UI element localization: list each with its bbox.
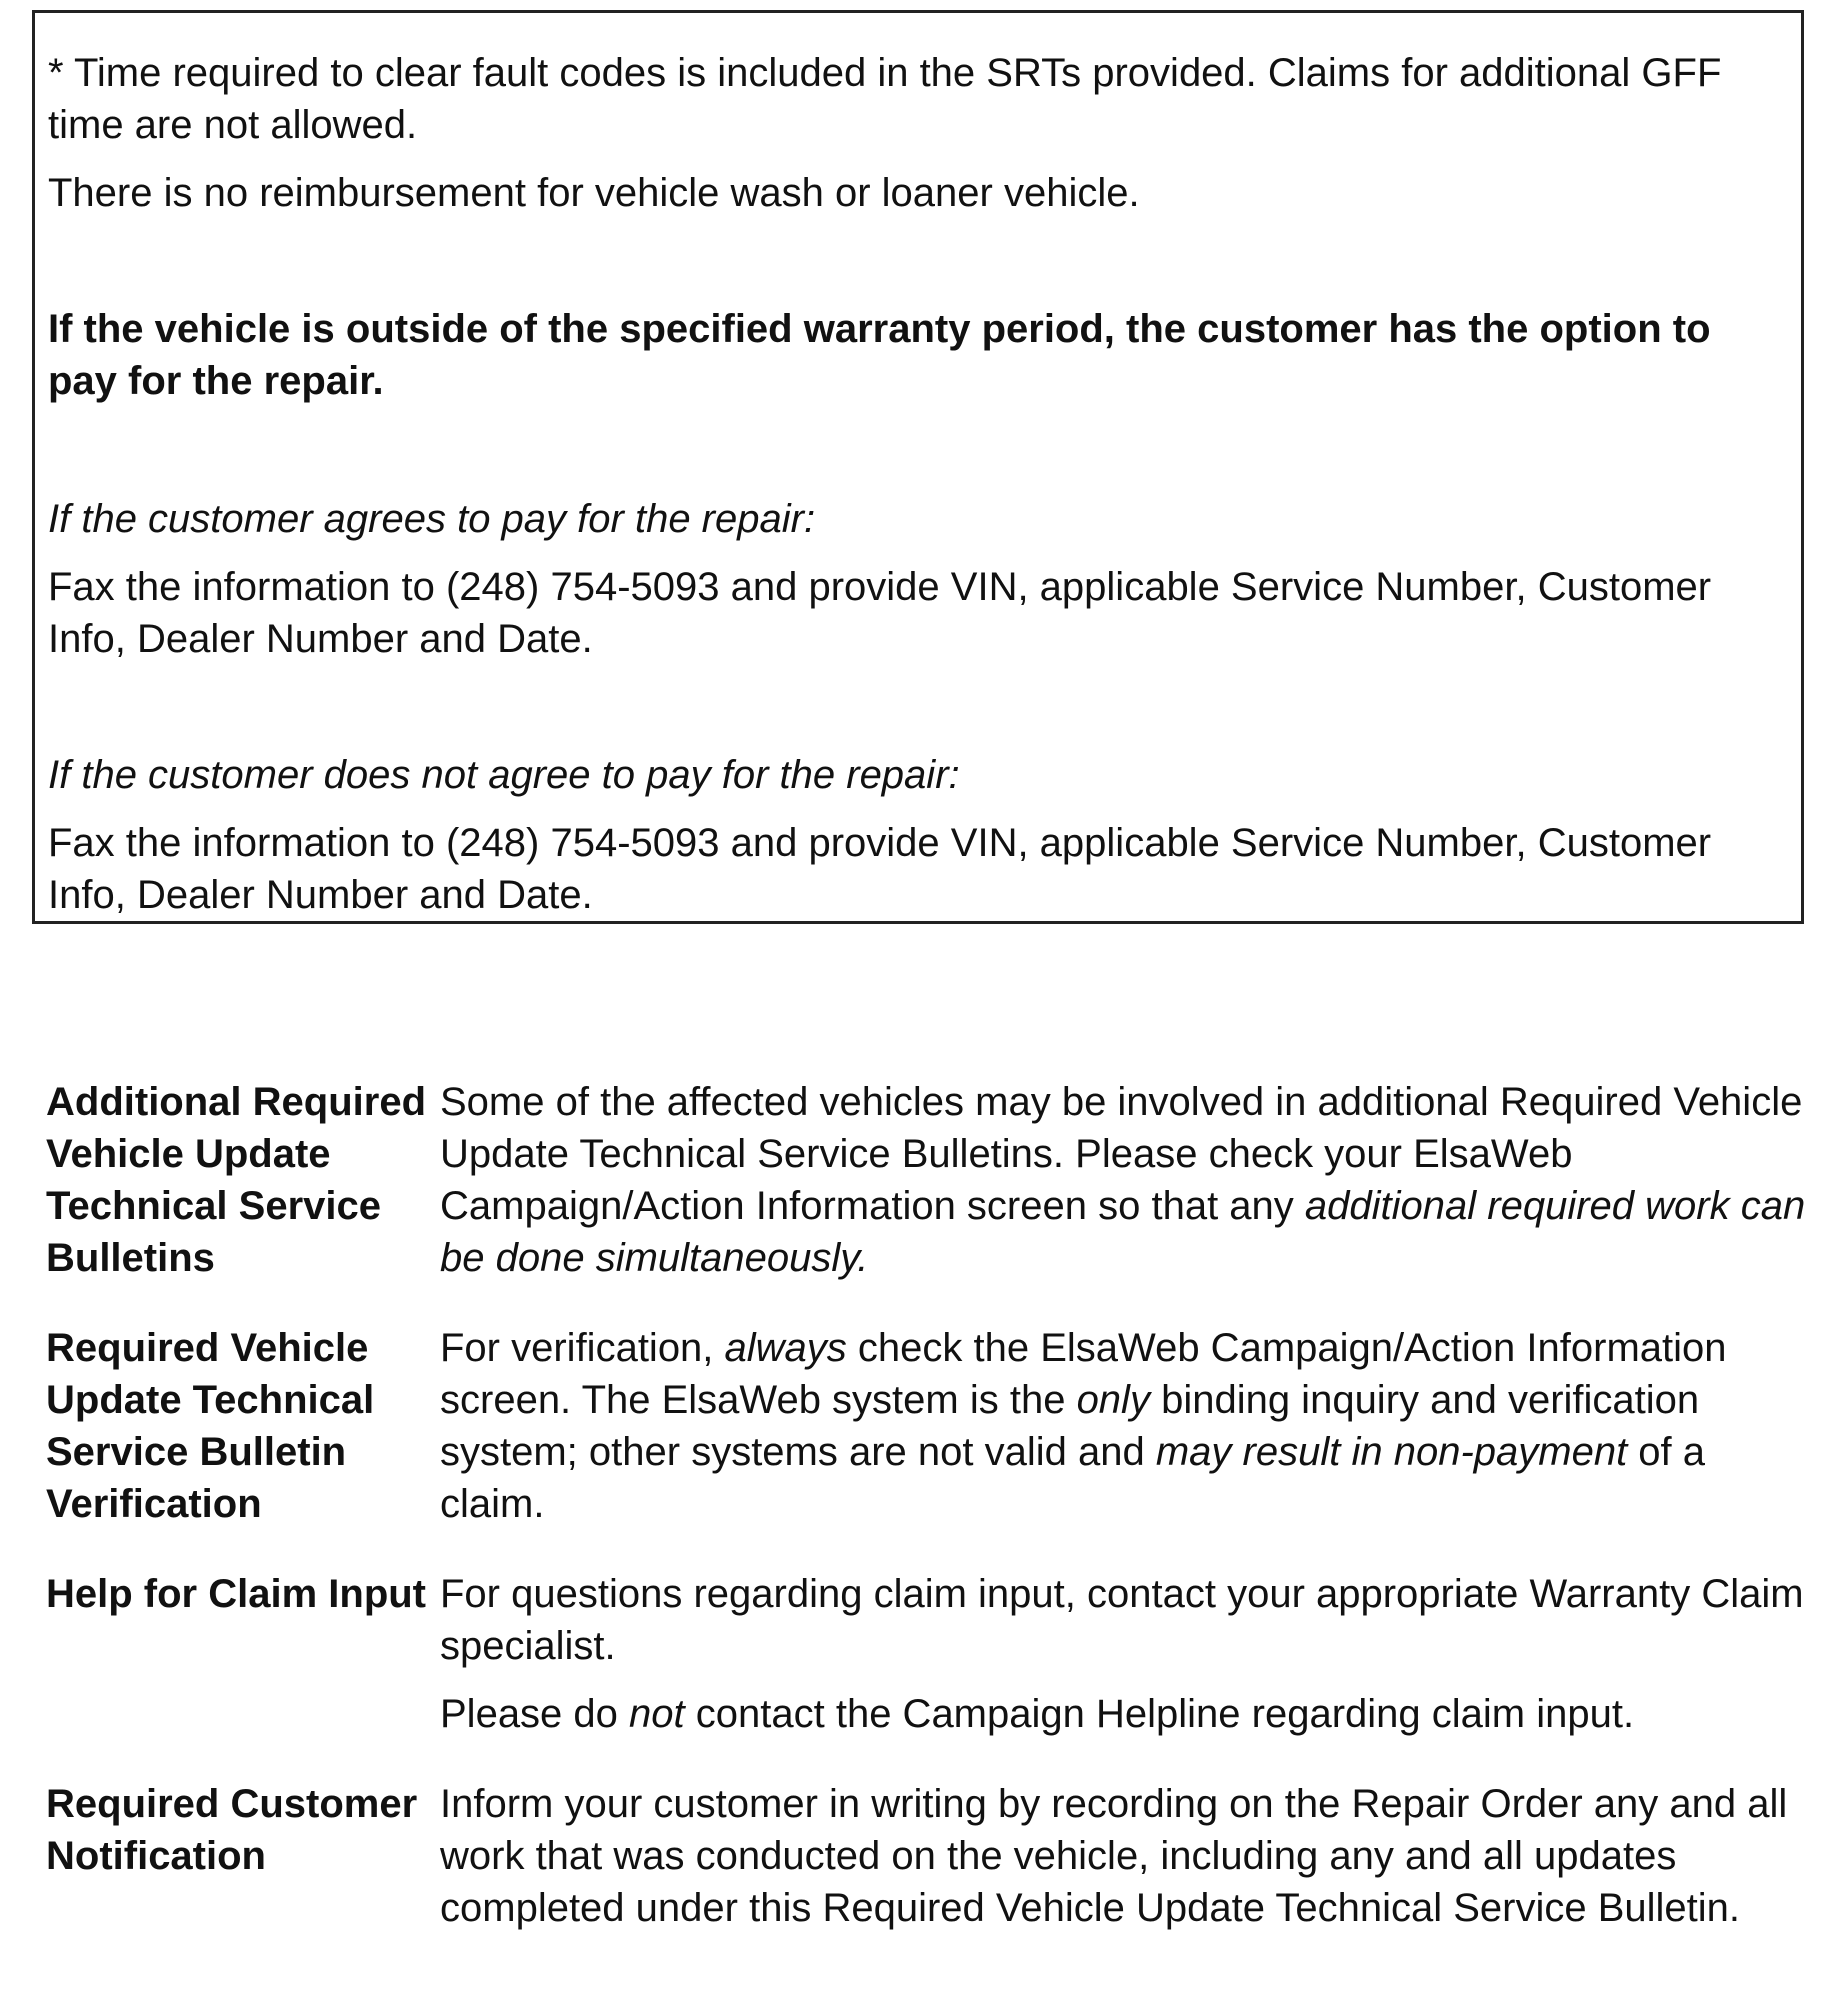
agrees-heading: If the customer agrees to pay for the repair: — [48, 497, 816, 541]
section-text: Some of the affected vehicles may be involved in additional Required Vehicle Update Technical Service Bulletins. Please check your ElsaWeb Campaign/Action Information screen so that any additional required work can be done simultaneously. — [440, 1080, 1806, 1280]
section-label: Help for Claim Input — [46, 1572, 426, 1616]
notice-box — [32, 10, 1804, 924]
section-label: Additional Required Vehicle Update Technical Service Bulletins — [46, 1080, 426, 1280]
section-label: Required Vehicle Update Technical Service Bulletin Verification — [46, 1326, 375, 1526]
section-body — [440, 1322, 1806, 1530]
section-text: For questions regarding claim input, contact your appropriate Warranty Claim specialist. — [440, 1572, 1804, 1668]
wash-note: There is no reimbursement for vehicle wash or loaner vehicle. — [48, 171, 1140, 215]
agrees-text: Fax the information to (248) 754-5093 and provide VIN, applicable Service Number, Customer Info, Dealer Number and Date. — [48, 565, 1712, 661]
section-text: Please do not contact the Campaign Helpline regarding claim input. — [440, 1692, 1635, 1736]
section-label: Required Customer Notification — [46, 1782, 418, 1878]
section-additional-bulletins — [46, 1076, 1806, 1284]
bulletin-sections — [46, 1076, 1806, 1934]
section-verification — [46, 1322, 1806, 1530]
section-body — [440, 1778, 1806, 1934]
not-agree-text: Fax the information to (248) 754-5093 and provide VIN, applicable Service Number, Customer Info, Dealer Number and Date. — [48, 821, 1712, 917]
section-customer-notification — [46, 1778, 1806, 1934]
section-text: For verification, always check the ElsaWeb Campaign/Action Information screen. The ElsaWeb system is the only binding inquiry and verification system; other systems are not valid and may result in non-payment of a claim. — [440, 1326, 1727, 1526]
srt-note: * Time required to clear fault codes is included in the SRTs provided. Claims for additional GFF time are not allowed. — [48, 51, 1722, 147]
not-agree-heading: If the customer does not agree to pay for the repair: — [48, 753, 960, 797]
section-claim-help — [46, 1568, 1806, 1740]
warranty-option: If the vehicle is outside of the specified warranty period, the customer has the option to pay for the repair. — [48, 307, 1711, 403]
section-body — [440, 1568, 1806, 1740]
section-body — [440, 1076, 1806, 1284]
section-text: Inform your customer in writing by recording on the Repair Order any and all work that was conducted on the vehicle, including any and all updates completed under this Required Vehicle Update Technical Service Bulletin. — [440, 1782, 1788, 1930]
